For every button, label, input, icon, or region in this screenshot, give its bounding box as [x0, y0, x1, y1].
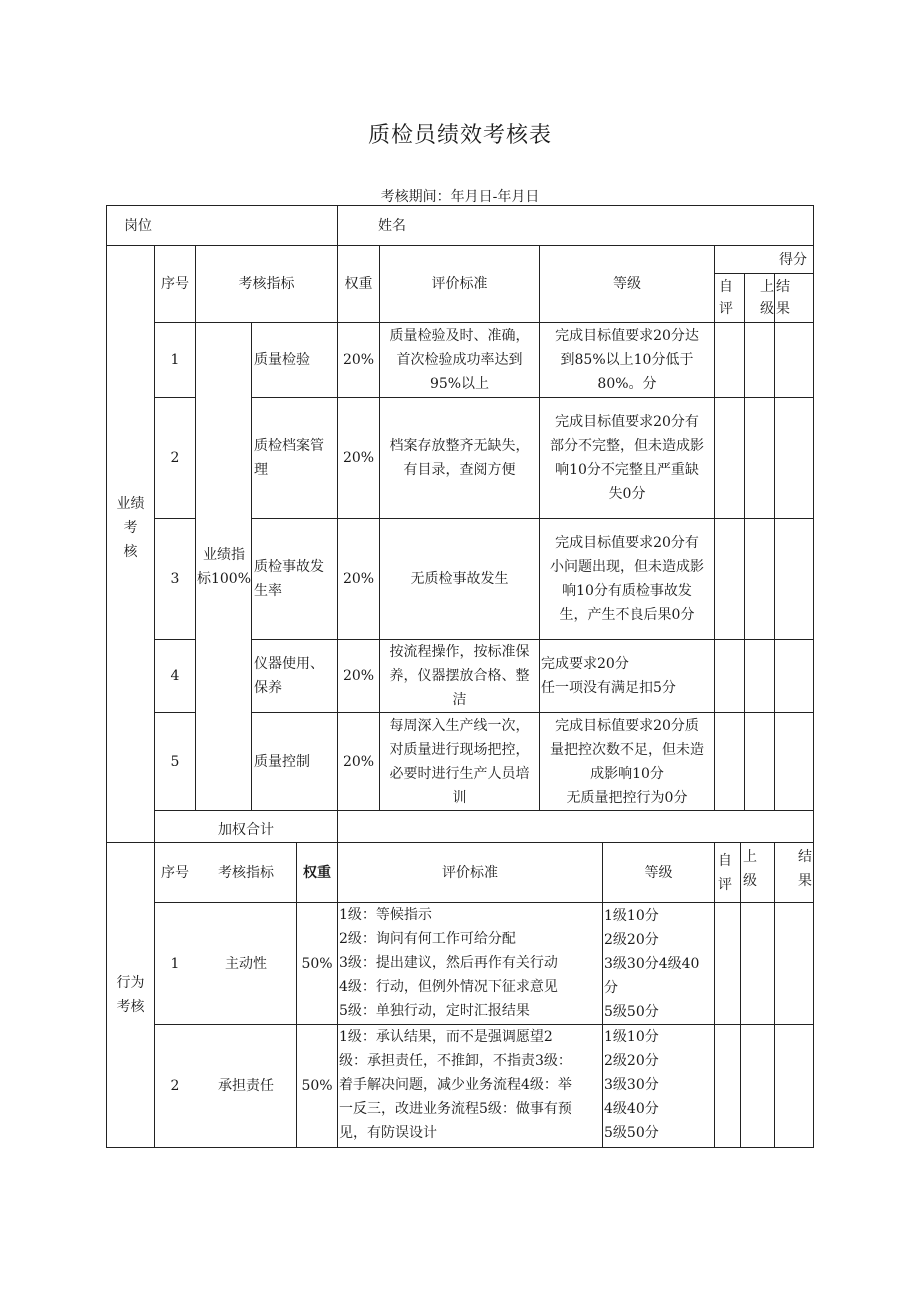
perf-col-score: 得分	[779, 251, 807, 268]
perf-row-2-grade: 完成目标值要求20分有 部分不完整，但未造成影 响10分不完整且严重缺 失0分	[550, 414, 704, 502]
perf-row-5-seq: 5	[170, 753, 180, 770]
behavior-col-standard: 评价标准	[442, 864, 498, 881]
perf-col-seq: 序号	[161, 276, 189, 292]
perf-col-superior: 上 级	[760, 279, 774, 317]
perf-row-2-indicator: 质检档案管 理	[254, 438, 324, 478]
behavior-section-label: 行为 考核	[116, 975, 145, 1015]
behavior-col-weight: 权重	[303, 864, 331, 881]
perf-row-5-indicator: 质量控制	[254, 753, 310, 770]
perf-group-label: 业绩指 标100%	[196, 546, 252, 587]
perf-col-result: 结 果	[776, 279, 790, 317]
perf-row-4-weight: 20%	[342, 668, 375, 684]
perf-row-1-weight: 20%	[342, 352, 375, 368]
behavior-row-1-seq: 1	[170, 955, 180, 972]
behavior-row-1-standard: 1级：等候指示 2级：询问有何工作可给分配 3级：提出建议，然后再作有关行动 4级：行动，但例外情况下征求意见 5级：单独行动，定时汇报结果	[339, 906, 558, 1019]
perf-section-label: 业绩 考 核	[116, 496, 145, 560]
page-title: 质检员绩效考核表	[367, 123, 552, 148]
behavior-row-1-indicator: 主动性	[225, 955, 267, 972]
assessment-period: 考核期间：年月日-年月日	[380, 189, 540, 205]
perf-row-3-grade: 完成目标值要求20分有 小问题出现，但未造成影 响10分有质检事故发 生，产生不良后果0分	[550, 535, 704, 623]
perf-row-4-grade: 完成要求20分 任一项没有满足扣5分	[541, 656, 676, 696]
name-label: 姓名	[378, 218, 406, 234]
behavior-col-superior: 上 级	[743, 849, 757, 889]
behavior-row-2-weight: 50%	[301, 1078, 333, 1094]
perf-row-4-indicator: 仪器使用、 保养	[254, 656, 324, 696]
perf-row-1-grade: 完成目标值要求20分达 到85%以上10分低于 80%。分	[555, 328, 699, 392]
post-label: 岗位	[124, 218, 152, 234]
behavior-row-2-grade: 1级10分 2级20分 3级30分 4级40分 5级50分	[604, 1029, 659, 1141]
behavior-row-2-indicator: 承担责任	[218, 1078, 274, 1094]
perf-row-2-standard: 档案存放整齐无缺失， 有目录，查阅方便	[389, 438, 530, 478]
behavior-col-self: 自 评	[718, 852, 732, 893]
perf-row-2-weight: 20%	[342, 450, 375, 466]
perf-row-1-indicator: 质量检验	[254, 352, 310, 368]
perf-row-4-standard: 按流程操作，按标准保 养，仪器摆放合格、整 洁	[389, 644, 530, 708]
behavior-row-2-standard: 1级：承认结果，而不是强调愿望2 级：承担责任，不推卸，不指责3级： 着手解决问题，减少业务流程4级：举 一反三，改进业务流程5级：做事有预 见，有防误设计	[339, 1029, 572, 1141]
perf-row-3-seq: 3	[170, 571, 180, 587]
perf-row-5-grade: 完成目标值要求20分质 量把控次数不足，但未造 成影响10分 无质量把控行为0分	[550, 717, 704, 806]
perf-col-grade: 等级	[613, 276, 641, 292]
behavior-col-indicator: 考核指标	[218, 864, 274, 881]
perf-weighted-total-label: 加权合计	[218, 821, 274, 838]
perf-row-3-weight: 20%	[342, 571, 375, 587]
perf-col-standard: 评价标准	[431, 276, 488, 292]
perf-row-5-standard: 每周深入生产线一次， 对质量进行现场把控， 必要时进行生产人员培 训	[389, 717, 530, 806]
behavior-col-grade: 等级	[644, 864, 673, 881]
perf-col-indicator: 考核指标	[238, 276, 295, 292]
behavior-row-1-weight: 50%	[301, 955, 333, 972]
perf-row-3-standard: 无质检事故发生	[410, 571, 509, 587]
perf-row-3-indicator: 质检事故发 生率	[254, 559, 324, 599]
perf-col-weight: 权重	[344, 276, 373, 292]
behavior-col-seq: 序号	[161, 864, 189, 881]
perf-row-1-seq: 1	[170, 352, 180, 368]
perf-row-4-seq: 4	[170, 668, 180, 684]
perf-row-2-seq: 2	[170, 450, 180, 466]
perf-row-1-standard: 质量检验及时、准确， 首次检验成功率达到 95%以上	[389, 328, 530, 392]
perf-row-5-weight: 20%	[342, 753, 375, 770]
behavior-row-1-grade: 1级10分 2级20分 3级30分4级40 分 5级50分	[604, 907, 700, 1020]
behavior-col-result: 结 果	[798, 849, 812, 889]
behavior-row-2-seq: 2	[170, 1078, 180, 1094]
perf-col-self: 自 评	[719, 279, 733, 317]
